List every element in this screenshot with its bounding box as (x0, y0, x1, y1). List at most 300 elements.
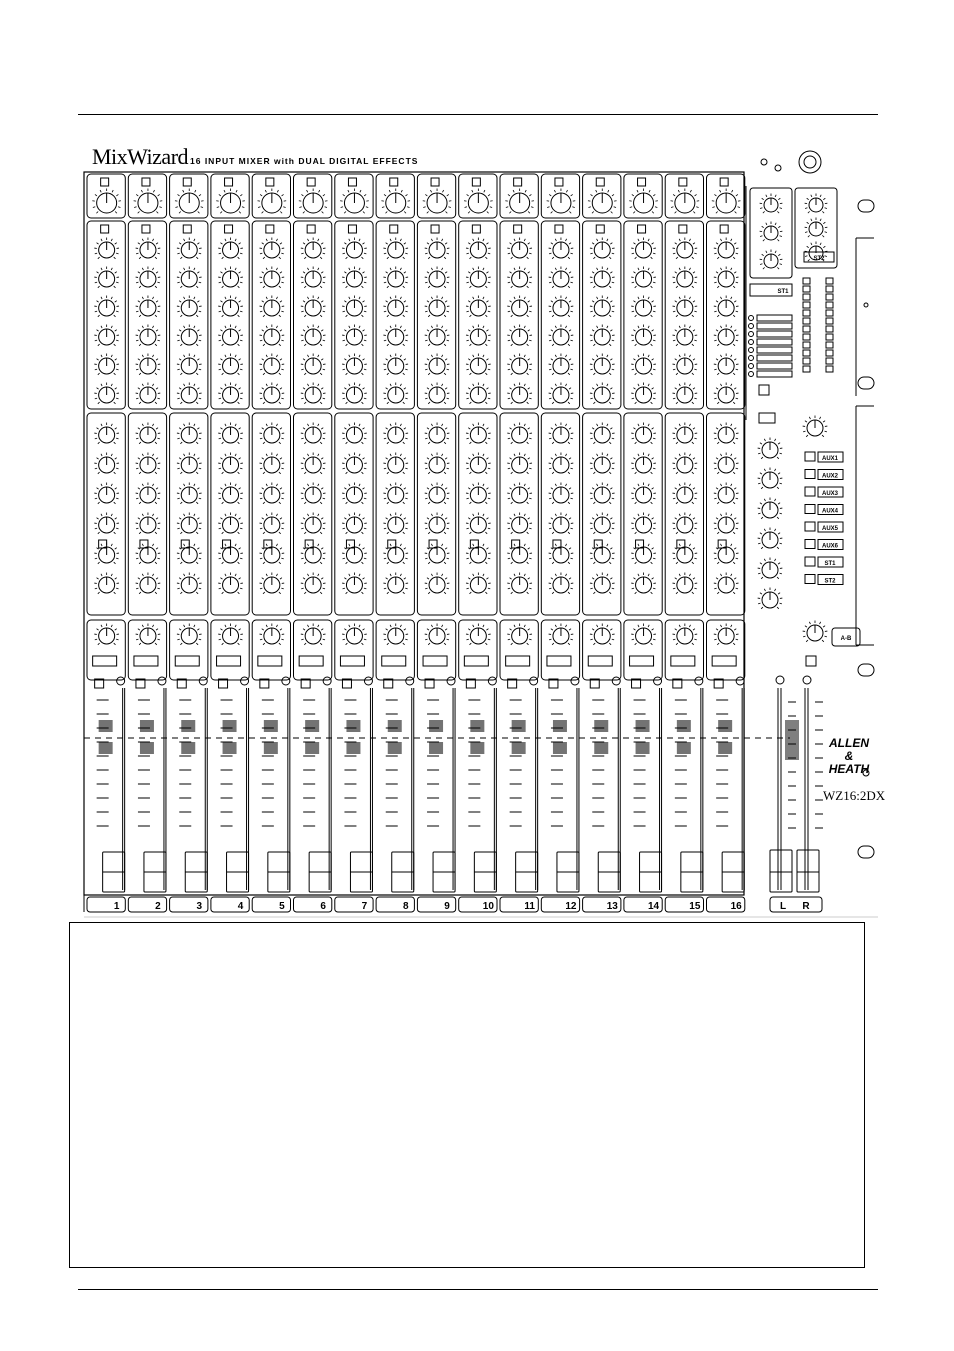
aux-select-button[interactable] (805, 505, 815, 514)
phantom-switch[interactable] (431, 178, 439, 186)
aux-knob-tick (156, 578, 158, 579)
aux-knob-tick (266, 484, 267, 486)
aux-knob-tick (239, 578, 241, 579)
aux-knob (425, 483, 450, 504)
aux-knob-tick (222, 592, 224, 594)
gain-knob (216, 189, 245, 214)
eq-knob-tick (114, 373, 116, 375)
hpf-switch[interactable] (555, 225, 563, 233)
eq-knob (218, 354, 243, 375)
pan-knob-tick (555, 625, 556, 627)
hpf-switch[interactable] (514, 225, 522, 233)
phantom-switch[interactable] (596, 178, 604, 186)
aux-knob-tick (720, 454, 721, 456)
mute-button[interactable] (134, 656, 158, 666)
eq-knob-tick (524, 384, 525, 386)
eq-knob-tick (514, 384, 515, 386)
aux-knob (94, 453, 119, 474)
eq-knob-tick (321, 330, 323, 331)
gain-box (211, 174, 249, 218)
eq-knob-tick (717, 257, 719, 259)
gain-knob-tick (608, 190, 609, 192)
eq-knob-tick (428, 257, 430, 259)
eq-knob-tick (633, 330, 635, 331)
eq-knob-tick (552, 402, 554, 404)
aux-knob (342, 573, 367, 594)
eq-knob-tick (363, 301, 365, 302)
aux-knob-tick (470, 562, 472, 564)
eq-knob-tick (466, 282, 468, 283)
aux-knob-tick (528, 548, 530, 549)
eq-knob-tick (196, 402, 198, 404)
eq-knob-tick (529, 253, 531, 254)
ab-knob-tick (820, 622, 821, 624)
aux-knob-tick (447, 498, 449, 499)
aux-knob-tick (568, 562, 570, 564)
aux-knob-tick (610, 488, 612, 489)
phantom-switch[interactable] (348, 178, 356, 186)
aux-knob-tick (98, 442, 100, 444)
eq-knob-tick (676, 257, 678, 259)
eq-knob-tick (692, 315, 694, 317)
aux-knob-tick (101, 424, 102, 426)
aux-knob-tick (651, 442, 653, 444)
eq-knob-tick (565, 268, 566, 270)
st1-knob-tick (763, 239, 765, 241)
pan-knob (301, 624, 326, 645)
aux-knob-tick (318, 424, 319, 426)
hpf-switch[interactable] (638, 225, 646, 233)
aux-knob-tick (225, 484, 226, 486)
meter-led-left (803, 286, 810, 292)
aux-master-knob-tick (758, 573, 760, 574)
aux-knob-tick (320, 532, 322, 534)
st2-knob-tick (807, 198, 809, 199)
eq-knob (301, 354, 326, 375)
gain-knob-tick (301, 194, 303, 195)
hpf-switch[interactable] (266, 225, 274, 233)
hpf-switch[interactable] (596, 225, 604, 233)
aux-knob-tick (635, 442, 637, 444)
meter-led-right (826, 318, 833, 324)
gain-knob-tick (220, 211, 222, 213)
eq-knob (301, 238, 326, 259)
aux-knob-tick (733, 502, 735, 504)
aux-knob-tick (635, 502, 637, 504)
mode-button[interactable] (759, 385, 769, 395)
pan-knob-tick (359, 625, 360, 627)
scale-hatch-a (677, 720, 691, 732)
st1-knob (760, 194, 783, 214)
hpf-switch[interactable] (101, 225, 109, 233)
aux-knob-tick (281, 438, 283, 439)
ab-button[interactable] (806, 656, 816, 666)
eq-knob-tick (689, 384, 690, 386)
aux-select-button[interactable] (805, 540, 815, 549)
aux-knob-tick (138, 458, 140, 459)
aux-knob-tick (597, 544, 598, 546)
aux-knob-tick (349, 544, 350, 546)
aux-knob-tick (632, 588, 634, 589)
aux-select-button[interactable] (805, 487, 815, 496)
meter-led-left (803, 302, 810, 308)
eq-knob-tick (716, 272, 718, 273)
aux-knob-tick (116, 528, 118, 529)
mute-button[interactable] (340, 656, 364, 666)
aux-knob-tick (307, 544, 308, 546)
eq-knob-tick (716, 388, 718, 389)
aux-knob-tick (607, 484, 608, 486)
eq-knob-tick (152, 268, 153, 270)
gain-knob-tick (467, 194, 469, 195)
aux-knob-tick (240, 438, 242, 439)
eq-knob-tick (716, 301, 718, 302)
phantom-switch[interactable] (101, 178, 109, 186)
aux-knob-tick (384, 468, 386, 469)
aux-knob-tick (219, 528, 221, 529)
eq-knob-tick (734, 301, 736, 302)
meter-led-left (803, 358, 810, 364)
phantom-switch[interactable] (679, 178, 687, 186)
aux-knob-tick (466, 438, 468, 439)
eq-knob-tick (404, 388, 406, 389)
aux-knob-tick (346, 532, 348, 534)
eq-knob-tick (111, 297, 112, 299)
eq-knob-tick (363, 359, 365, 360)
pan-knob-tick (524, 625, 525, 627)
mute-button[interactable] (175, 656, 199, 666)
aux-knob-tick (400, 514, 401, 516)
eq-knob-tick (570, 253, 572, 254)
eq-knob-tick (632, 398, 634, 399)
pan-knob-tick (235, 625, 236, 627)
aux-knob-tick (731, 514, 732, 516)
eq-knob-tick (717, 402, 719, 404)
eq-knob-tick (362, 373, 364, 375)
aux-knob-tick (607, 454, 608, 456)
hpf-switch[interactable] (431, 225, 439, 233)
eq-knob-tick (199, 369, 201, 370)
aux-knob-tick (485, 472, 487, 474)
eq-knob-tick (301, 398, 303, 399)
st2-knob-tick (805, 232, 807, 233)
eq-knob-tick (427, 359, 429, 360)
screw (864, 303, 868, 307)
aux-knob-tick (597, 484, 598, 486)
phantom-switch[interactable] (472, 178, 480, 186)
aux-select-button[interactable] (805, 452, 815, 461)
eq-knob-tick (470, 257, 472, 259)
mute-button[interactable] (464, 656, 488, 666)
phantom-switch[interactable] (720, 178, 728, 186)
eq-knob-tick (280, 301, 282, 302)
gain-knob-tick (671, 207, 673, 208)
mute-button[interactable] (671, 656, 695, 666)
pan-knob-tick (343, 639, 345, 640)
pan-knob (425, 624, 450, 645)
gain-knob-tick (566, 190, 567, 192)
eq-knob-tick (238, 373, 240, 375)
eq-knob-tick (405, 311, 407, 312)
aux-knob-tick (689, 424, 690, 426)
eq-knob-tick (675, 272, 677, 273)
eq-knob-tick (97, 330, 99, 331)
eq-knob-tick (97, 243, 99, 244)
eq-knob-tick (235, 239, 236, 241)
eq-knob-tick (301, 282, 303, 283)
eq-knob-tick (240, 340, 242, 341)
aux-knob-tick (386, 488, 388, 489)
aux-knob-tick (155, 592, 157, 594)
scale-hatch-a (140, 720, 154, 732)
eq-knob-tick (551, 301, 553, 302)
pan-knob-tick (734, 629, 736, 630)
pan-knob-tick (568, 643, 570, 645)
eq-knob-tick (689, 297, 690, 299)
phantom-switch[interactable] (142, 178, 150, 186)
eq-knob-tick (508, 311, 510, 312)
eq-knob-tick (323, 253, 325, 254)
aux-knob-tick (633, 518, 635, 519)
aux-select-button[interactable] (805, 557, 815, 566)
eq-knob-tick (468, 330, 470, 331)
eq-knob-tick (362, 315, 364, 317)
aux-knob-tick (343, 558, 345, 559)
eq-knob-tick (610, 330, 612, 331)
aux-knob-tick (346, 442, 348, 444)
eq-knob-tick (731, 384, 732, 386)
eq-knob-tick (225, 239, 226, 241)
eq-knob (507, 383, 532, 404)
eq-knob (94, 238, 119, 259)
channel-number-label: 13 (606, 901, 618, 912)
aux-knob (673, 453, 698, 474)
pan-knob-tick (362, 643, 364, 645)
aux-knob (301, 483, 326, 504)
gain-knob-tick (488, 194, 490, 195)
aux-knob (507, 453, 532, 474)
mute-button[interactable] (382, 656, 406, 666)
phantom-switch[interactable] (514, 178, 522, 186)
st1-knob (760, 222, 783, 242)
aux-knob-tick (179, 458, 181, 459)
channel-number-label: 8 (402, 901, 409, 912)
phantom-switch[interactable] (555, 178, 563, 186)
gain-knob-tick (199, 194, 201, 195)
gain-knob-tick (571, 194, 573, 195)
aux-knob-tick (321, 488, 323, 489)
eq-knob-tick (555, 297, 556, 299)
aux-knob-tick (607, 544, 608, 546)
eq-knob-tick (714, 369, 716, 370)
eq-knob-tick (652, 243, 654, 244)
eq-knob-tick (549, 340, 551, 341)
aux-knob-tick (304, 532, 306, 534)
eq-knob-tick (638, 239, 639, 241)
aux-knob-tick (442, 514, 443, 516)
eq-knob-tick (390, 297, 391, 299)
eq-knob (549, 325, 574, 346)
channel-strip-4 (211, 174, 249, 912)
mute-button[interactable] (630, 656, 654, 666)
aux-knob-tick (447, 468, 449, 469)
channel-number-label: 4 (237, 901, 244, 912)
eq-knob-tick (486, 330, 488, 331)
meter-led-left (803, 326, 810, 332)
headphone-level-knob-tick (809, 417, 810, 419)
pan-knob-tick (648, 625, 649, 627)
aux-select-button[interactable] (805, 575, 815, 584)
eq-knob-tick (444, 344, 446, 346)
aux-select-button[interactable] (805, 522, 815, 531)
pan-knob-tick (279, 643, 281, 645)
aux-knob-tick (466, 558, 468, 559)
aux-knob-tick (142, 514, 143, 516)
aux-knob-tick (303, 458, 305, 459)
mute-button[interactable] (588, 656, 612, 666)
aux-master-knob-tick (758, 483, 760, 484)
gain-knob-tick (179, 211, 181, 213)
eq-knob-tick (570, 282, 572, 283)
aux-knob-tick (610, 548, 612, 549)
eq-knob (383, 296, 408, 317)
gain-knob (464, 189, 493, 214)
aux-knob-tick (511, 502, 513, 504)
aux-knob-tick (445, 578, 447, 579)
aux-knob-tick (470, 592, 472, 594)
eq-knob-tick (569, 330, 571, 331)
hpf-switch[interactable] (183, 225, 191, 233)
aux-knob-tick (260, 438, 262, 439)
aux-knob-tick (679, 454, 680, 456)
aux-master-knob-tick (775, 439, 776, 441)
eq-knob-tick (95, 369, 97, 370)
aux-knob-tick (447, 438, 449, 439)
phantom-switch[interactable] (307, 178, 315, 186)
aux-knob-tick (716, 488, 718, 489)
aux-knob-tick (612, 558, 614, 559)
aux-knob-tick (303, 428, 305, 429)
mute-button[interactable] (506, 656, 530, 666)
aux-knob-tick (514, 484, 515, 486)
master-mute-button[interactable] (759, 413, 775, 423)
aux-knob-tick (157, 468, 159, 469)
eq-knob-tick (425, 311, 427, 312)
aux-knob-tick (444, 502, 446, 504)
aux-knob-tick (222, 472, 224, 474)
hpf-switch[interactable] (225, 225, 233, 233)
eq-knob (631, 296, 656, 317)
phantom-switch[interactable] (225, 178, 233, 186)
aux-knob-tick (676, 502, 678, 504)
hpf-switch[interactable] (142, 225, 150, 233)
eq-knob-tick (733, 257, 735, 259)
hpf-switch[interactable] (348, 225, 356, 233)
aux-knob-tick (281, 588, 283, 589)
gain-knob-tick (447, 194, 449, 195)
aux-knob-tick (549, 438, 551, 439)
phantom-switch[interactable] (390, 178, 398, 186)
aux-knob (136, 423, 161, 444)
pan-knob-tick (652, 629, 654, 630)
mute-button[interactable] (299, 656, 323, 666)
eq-knob-tick (184, 268, 185, 270)
aux-knob-tick (111, 484, 112, 486)
eq-knob-tick (359, 355, 360, 357)
aux-master-knob-tick (780, 453, 782, 454)
hpf-switch[interactable] (720, 225, 728, 233)
phantom-switch[interactable] (183, 178, 191, 186)
mute-button[interactable] (258, 656, 282, 666)
aux-select-button[interactable] (805, 470, 815, 479)
eq-knob-tick (612, 282, 614, 283)
aux-knob-tick (694, 498, 696, 499)
mute-button[interactable] (93, 656, 117, 666)
eq-knob-tick (266, 268, 267, 270)
hpf-switch[interactable] (390, 225, 398, 233)
allen-heath-logo (826, 737, 872, 776)
ab-label: A-B (840, 636, 852, 642)
aux-select-label: ST2 (824, 578, 836, 585)
channel-number-box (211, 897, 249, 912)
eq-knob-tick (552, 257, 554, 259)
aux-master-knob-tick (761, 487, 763, 489)
mute-button[interactable] (547, 656, 571, 666)
phantom-switch[interactable] (638, 178, 646, 186)
mute-button[interactable] (712, 656, 736, 666)
aux-knob-tick (733, 472, 735, 474)
aux-knob-tick (733, 442, 735, 444)
eq-knob (466, 267, 491, 288)
aux-knob-tick (651, 472, 653, 474)
model-name: WZ16:2DX (823, 788, 886, 803)
hpf-switch[interactable] (472, 225, 480, 233)
mute-button[interactable] (217, 656, 241, 666)
hpf-switch[interactable] (679, 225, 687, 233)
eq-knob-tick (197, 301, 199, 302)
phantom-switch[interactable] (266, 178, 274, 186)
hpf-switch[interactable] (307, 225, 315, 233)
eq-knob (342, 354, 367, 375)
mixer-subtitle: 16 INPUT MIXER with DUAL DIGITAL EFFECTS (190, 156, 419, 166)
eq-knob-tick (555, 384, 556, 386)
aux-knob-tick (177, 558, 179, 559)
aux-knob-tick (114, 502, 116, 504)
eq-knob (549, 238, 574, 259)
aux-knob-tick (593, 532, 595, 534)
gain-knob-tick (732, 190, 733, 192)
st2-knob-tick (808, 259, 810, 261)
channel-number-box (252, 897, 290, 912)
aux-knob-tick (177, 468, 179, 469)
aux-knob-tick (320, 592, 322, 594)
eq-knob-tick (609, 402, 611, 404)
mute-button[interactable] (423, 656, 447, 666)
scale-hatch-a (181, 720, 195, 732)
gain-knob-tick (693, 211, 695, 213)
eq-knob-tick (346, 286, 348, 288)
eq-knob-tick (111, 384, 112, 386)
eq-knob-tick (323, 369, 325, 370)
channel-strip-6 (294, 174, 332, 912)
peak-led (241, 677, 249, 685)
eq-knob-tick (307, 239, 308, 241)
pan-knob-tick (529, 639, 531, 640)
pan-knob-tick (101, 625, 102, 627)
eq-knob-tick (139, 344, 141, 346)
aux-knob-tick (194, 574, 195, 576)
pan-knob (260, 624, 285, 645)
